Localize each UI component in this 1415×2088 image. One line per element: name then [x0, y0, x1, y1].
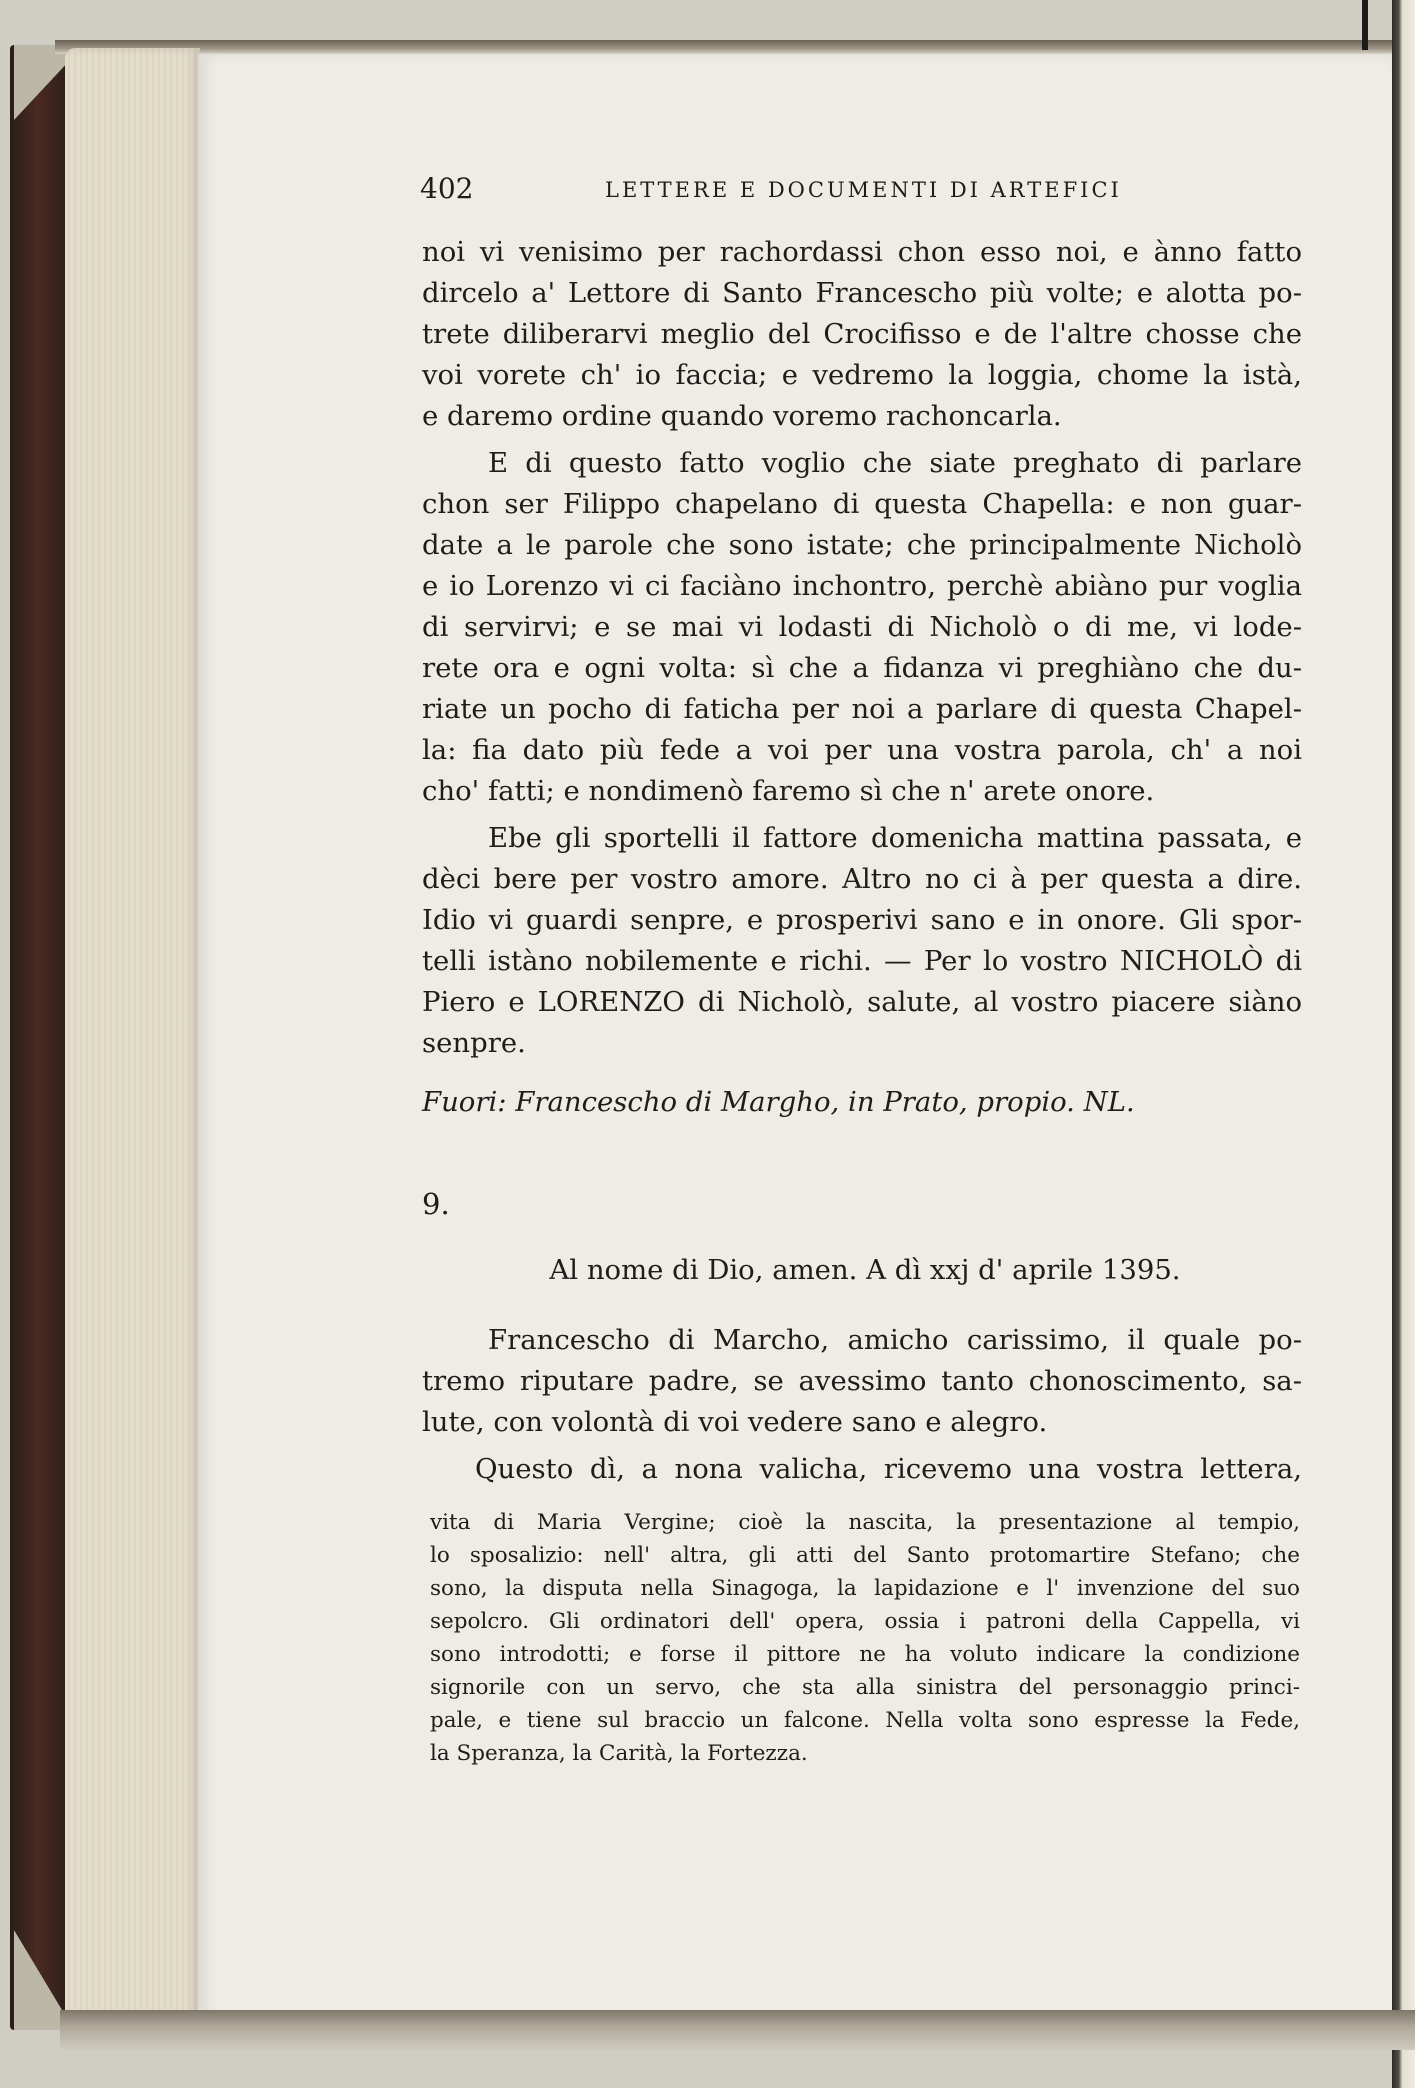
text-line: Ebe gli sportelli il fattore domenicha mattina passata, e	[488, 822, 1302, 854]
footnote-line: sono introdotti; e forse il pittore ne ha voluto indicare la condizione	[430, 1642, 1300, 1667]
footnote-line: vita di Maria Vergine; cioè la nascita, la presentazione al tempio,	[430, 1510, 1300, 1535]
facing-page-edge	[1392, 0, 1415, 2088]
text-line: e io Lorenzo vi ci faciàno inchontro, perchè abiàno pur voglia	[422, 570, 1302, 602]
footnote-line: sepolcro. Gli ordinatori dell' opera, ossia i patroni della Cappella, vi	[430, 1609, 1300, 1634]
footnote-line: pale, e tiene sul braccio un falcone. Nella volta sono espresse la Fede,	[430, 1708, 1300, 1733]
text-line: dèci bere per vostro amore. Altro no ci à per questa a dire.	[422, 863, 1302, 895]
running-title: LETTERE E DOCUMENTI DI ARTEFICI	[605, 178, 1122, 202]
text-line: E di questo fatto voglio che siate preghato di parlare	[488, 447, 1302, 479]
text-line: Francescho di Marcho, amicho carissimo, il quale po-	[488, 1324, 1302, 1356]
text-line: e daremo ordine quando voremo rachoncarla.	[422, 400, 1062, 432]
text-line: di servirvi; e se mai vi lodasti di Nicholò o di me, vi lode-	[422, 611, 1302, 643]
text-line: la: fia dato più fede a voi per una vostra parola, ch' a noi	[422, 734, 1302, 766]
footnote-line: lo sposalizio: nell' altra, gli atti del Santo protomartire Stefano; che	[430, 1543, 1300, 1568]
text-line: chon ser Filippo chapelano di questa Chapella: e non guar-	[422, 488, 1302, 520]
text-line: Piero e LORENZO di Nicholò, salute, al vostro piacere siàno	[422, 986, 1302, 1018]
text-line: Idio vi guardi senpre, e prosperivi sano e in onore. Gli spor-	[422, 904, 1302, 936]
footnote-line: sono, la disputa nella Sinagoga, la lapidazione e l' invenzione del suo	[430, 1576, 1300, 1601]
letter-number: 9.	[422, 1187, 450, 1221]
text-line: tremo riputare padre, se avessimo tanto chonoscimento, sa-	[422, 1365, 1302, 1397]
footnote-line: la Speranza, la Carità, la Fortezza.	[430, 1741, 808, 1766]
text-line: date a le parole che sono istate; che principalmente Nicholò	[422, 529, 1302, 561]
book-cover	[10, 45, 70, 2030]
text-line: Questo dì, a nona valicha, ricevemo una vostra lettera,	[475, 1453, 1302, 1485]
text-line: telli istàno nobilemente e richi. — Per lo vostro NICHOLÒ di	[422, 945, 1302, 977]
text-line: dircelo a' Lettore di Santo Francescho più volte; e alotta po-	[422, 277, 1302, 309]
text-line: senpre.	[422, 1027, 526, 1059]
facing-page-edge	[1362, 0, 1368, 50]
text-line: rete ora e ogni volta: sì che a fidanza vi preghiàno che du-	[422, 652, 1302, 684]
page-number: 402	[420, 172, 474, 205]
text-line: riate un pocho di faticha per noi a parlare di questa Chapel-	[422, 693, 1302, 725]
footnote-line: signorile con un servo, che sta alla sinistra del personaggio princi-	[430, 1675, 1300, 1700]
running-header	[420, 172, 1315, 212]
letter-dateline: Al nome di Dio, amen. A dì xxj d' aprile 1395.	[549, 1254, 1181, 1286]
text-line: cho' fatti; e nondimenò faremo sì che n' arete onore.	[422, 775, 1155, 807]
page-fore-edge	[65, 48, 200, 2023]
text-line: lute, con volontà di voi vedere sano e alegro.	[422, 1406, 1048, 1438]
text-line: noi vi venisimo per rachordassi chon esso noi, e ànno fatto	[422, 236, 1302, 268]
letter-address: Fuori: Francescho di Margho, in Prato, propio. NL.	[422, 1086, 1135, 1118]
book-bottom-edge	[60, 2010, 1415, 2050]
book-top-edge	[55, 40, 1415, 54]
text-line: trete diliberarvi meglio del Crocifisso e de l'altre chosse che	[422, 318, 1302, 350]
text-line: voi vorete ch' io faccia; e vedremo la loggia, chome la istà,	[422, 359, 1302, 391]
